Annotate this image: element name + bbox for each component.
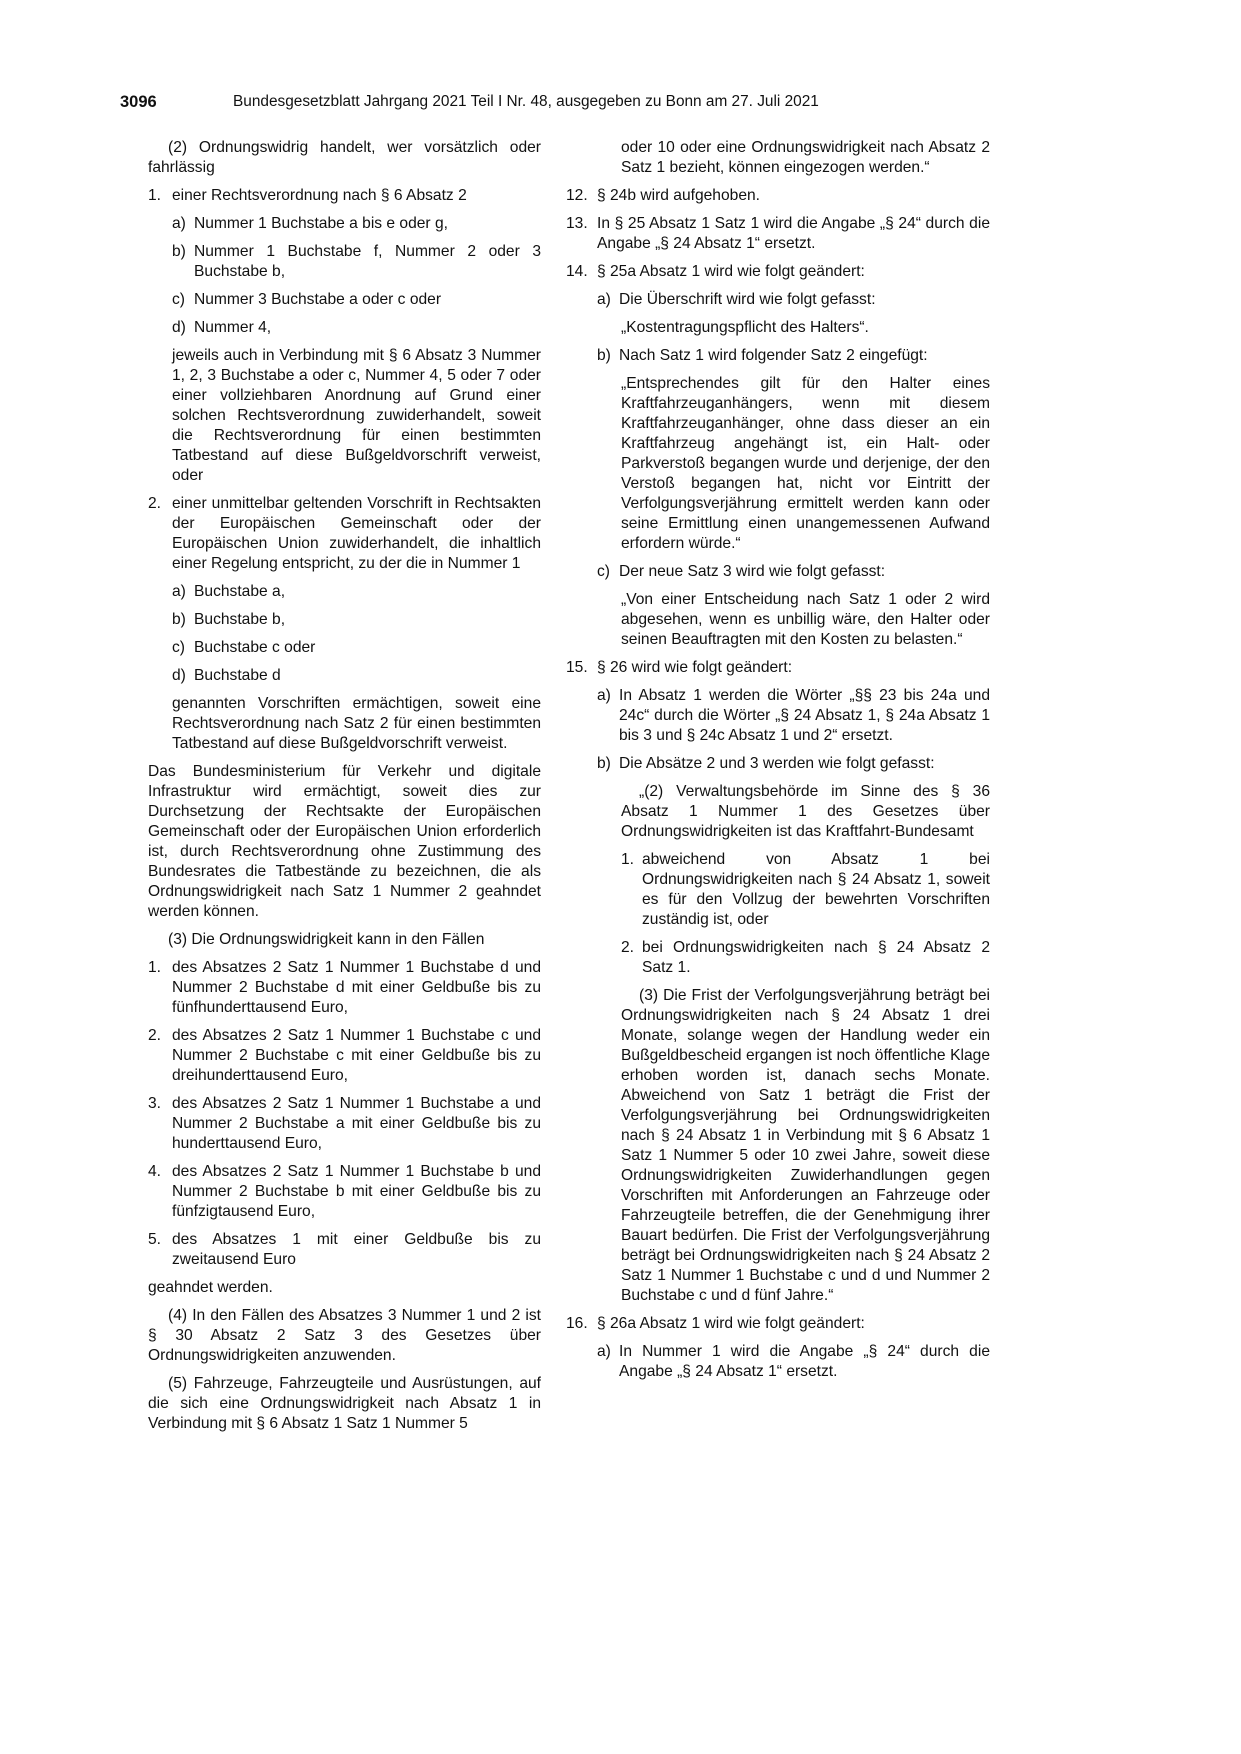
- sub-text: Nummer 1 Buchstabe f, Nummer 2 oder 3 Buchstabe b,: [194, 243, 541, 280]
- item-text: des Absatzes 2 Satz 1 Nummer 1 Buchstabe a und Nummer 2 Buchstabe a mit einer Geldbuße bis zu hunderttausend Euro,: [172, 1095, 541, 1152]
- sub-item: [148, 318, 541, 338]
- sub-text: Nummer 3 Buchstabe a oder c oder: [194, 291, 442, 308]
- sub-item: [597, 686, 990, 746]
- quoted-text: „Von einer Entscheidung nach Satz 1 oder 2 wird abgesehen, wenn es unbillig wäre, den Halter oder seinen Beauftragten mit den Kosten zu belasten.“: [621, 591, 990, 648]
- item-number: 13.: [566, 215, 588, 232]
- item-number: 1.: [148, 187, 162, 204]
- sub-text: bei Ordnungswidrigkeiten nach § 24 Absatz 2 Satz 1.: [642, 939, 990, 976]
- list-item: [148, 494, 541, 574]
- sub-item: [148, 290, 541, 310]
- sub-marker: c): [597, 563, 610, 580]
- sub-text: Nummer 1 Buchstabe a bis e oder g,: [194, 215, 448, 232]
- item-text: des Absatzes 2 Satz 1 Nummer 1 Buchstabe b und Nummer 2 Buchstabe b mit einer Geldbuße bis zu fünfzigtausend Euro,: [172, 1163, 541, 1220]
- list-item: [566, 262, 990, 282]
- item-number: 3.: [148, 1095, 162, 1112]
- sub-marker: c): [172, 639, 185, 656]
- item-number: 5.: [148, 1231, 162, 1248]
- sub-item: [148, 214, 541, 234]
- paragraph-5: (5) Fahrzeuge, Fahrzeugteile und Ausrüstungen, auf die sich eine Ordnungswidrigkeit nach Absatz 1 in Verbindung mit § 6 Absatz 1 Satz 1 Nummer 5: [148, 1375, 541, 1432]
- sub-text: In Absatz 1 werden die Wörter „§§ 23 bis 24a und 24c“ durch die Wörter „§ 24 Absatz 1, § 24a Absatz 1 bis 3 und § 24c Absatz 1 und 2“ ersetzt.: [619, 687, 990, 744]
- paragraph-5-continuation: oder 10 oder eine Ordnungswidrigkeit nach Absatz 2 Satz 1 bezieht, können eingezogen werden.“: [621, 139, 990, 176]
- sub-text: abweichend von Absatz 1 bei Ordnungswidrigkeiten nach § 24 Absatz 1, soweit es für den Vollzug der bewehrten Vorschriften zuständig ist, oder: [642, 851, 990, 928]
- item-text: § 26 wird wie folgt geändert:: [597, 659, 793, 676]
- item-text: § 25a Absatz 1 wird wie folgt geändert:: [597, 263, 865, 280]
- sub-text: Nummer 4,: [194, 319, 272, 336]
- sub-marker: a): [597, 1343, 611, 1360]
- item-number: 15.: [566, 659, 588, 676]
- sub-item: [597, 562, 990, 582]
- list-item: [566, 658, 990, 678]
- item-text: § 26a Absatz 1 wird wie folgt geändert:: [597, 1315, 865, 1332]
- sub-item: [148, 666, 541, 686]
- item-number: 14.: [566, 263, 588, 280]
- item-number: 2.: [148, 1027, 162, 1044]
- ministry-paragraph: Das Bundesministerium für Verkehr und digitale Infrastruktur wird ermächtigt, soweit dies zur Durchsetzung der Rechtsakte der Europäischen Gemeinschaft oder der Europäischen Union erforderlich ist, durch Rechtsverordnung ohne Zustimmung des Bundesrates die Tatbestände zu bezeichnen, die als Ordnungswidrigkeit nach Satz 1 Nummer 2 geahndet werden können.: [148, 763, 541, 920]
- sub-marker: a): [597, 687, 611, 704]
- item-text: des Absatzes 1 mit einer Geldbuße bis zu zweitausend Euro: [172, 1231, 541, 1268]
- sub-text: Buchstabe a,: [194, 583, 286, 600]
- sub-item: [597, 938, 990, 978]
- sub-item: [148, 242, 541, 282]
- sub-item: [148, 638, 541, 658]
- sub-marker: b): [172, 611, 186, 628]
- list-item: [148, 1026, 541, 1086]
- item-text: des Absatzes 2 Satz 1 Nummer 1 Buchstabe c und Nummer 2 Buchstabe c mit einer Geldbuße bis zu dreihunderttausend Euro,: [172, 1027, 541, 1084]
- list-item: [566, 186, 990, 206]
- item-continuation: genannten Vorschriften ermächtigen, soweit eine Rechtsverordnung nach Satz 2 für einen bestimmten Tatbestand auf diese Bußgeldvorschrift verweist.: [172, 695, 541, 752]
- item-number: 2.: [148, 495, 162, 512]
- sub-marker: a): [597, 291, 611, 308]
- sub-text: Buchstabe c oder: [194, 639, 316, 656]
- quoted-text: „Kostentragungspflicht des Halters“.: [621, 319, 869, 336]
- list-item: [148, 1094, 541, 1154]
- sub-text: Nach Satz 1 wird folgender Satz 2 eingefügt:: [619, 347, 928, 364]
- sub-text: Der neue Satz 3 wird wie folgt gefasst:: [619, 563, 886, 580]
- sub-item: [148, 582, 541, 602]
- sub-marker: d): [172, 319, 186, 336]
- quoted-text: „(2) Verwaltungsbehörde im Sinne des § 36 Absatz 1 Nummer 1 des Gesetzes über Ordnungswidrigkeiten ist das Kraftfahrt-Bundesamt: [621, 783, 990, 840]
- list-item: [148, 1230, 541, 1270]
- paragraph-2-intro: (2) Ordnungswidrig handelt, wer vorsätzlich oder fahrlässig: [148, 139, 541, 176]
- item-continuation: jeweils auch in Verbindung mit § 6 Absatz 3 Nummer 1, 2, 3 Buchstabe a oder c, Nummer 4, 5 oder 7 oder einer vollziehbaren Anordnung auf Grund einer solchen Rechtsverordnung zuwiderhandelt, soweit die Rechtsverordnung für einen bestimmten Tatbestand auf diese Bußgeldvorschrift verweist, oder: [172, 347, 541, 484]
- list-item: [566, 1314, 990, 1334]
- sub-item: [148, 610, 541, 630]
- item-text: des Absatzes 2 Satz 1 Nummer 1 Buchstabe d und Nummer 2 Buchstabe d mit einer Geldbuße bis zu fünfhunderttausend Euro,: [172, 959, 541, 1016]
- left-column: [148, 138, 541, 1434]
- sub-marker: b): [597, 347, 611, 364]
- item-text: einer Rechtsverordnung nach § 6 Absatz 2: [172, 187, 467, 204]
- sub-text: Buchstabe b,: [194, 611, 286, 628]
- page-header: [120, 92, 890, 112]
- list-item: [566, 214, 990, 254]
- item-text: In § 25 Absatz 1 Satz 1 wird die Angabe „§ 24“ durch die Angabe „§ 24 Absatz 1“ ersetzt.: [597, 215, 990, 252]
- sub-text: Buchstabe d: [194, 667, 281, 684]
- item-text: § 24b wird aufgehoben.: [597, 187, 760, 204]
- item-number: 16.: [566, 1315, 588, 1332]
- sub-item: [597, 346, 990, 366]
- sub-marker: c): [172, 291, 185, 308]
- item-text: einer unmittelbar geltenden Vorschrift in Rechtsakten der Europäischen Gemeinschaft oder der Europäischen Union zuwiderhandelt, die inhaltlich einer Regelung entspricht, zu der die in Nummer 1: [172, 495, 541, 572]
- sub-item: [597, 754, 990, 774]
- gazette-title: Bundesgesetzblatt Jahrgang 2021 Teil I Nr. 48, ausgegeben zu Bonn am 27. Juli 2021: [233, 93, 819, 110]
- paragraph-4: (4) In den Fällen des Absatzes 3 Nummer 1 und 2 ist § 30 Absatz 2 Satz 3 des Gesetzes über Ordnungswidrigkeiten anzuwenden.: [148, 1307, 541, 1364]
- geahndet-line: geahndet werden.: [148, 1279, 273, 1296]
- item-number: 4.: [148, 1163, 162, 1180]
- paragraph-3-intro: (3) Die Ordnungswidrigkeit kann in den Fällen: [168, 931, 485, 948]
- page-number: 3096: [120, 93, 157, 111]
- list-item: [148, 1162, 541, 1222]
- list-item: [148, 958, 541, 1018]
- right-column: [566, 138, 990, 1382]
- sub-marker: b): [597, 755, 611, 772]
- sub-marker: a): [172, 583, 186, 600]
- sub-marker: d): [172, 667, 186, 684]
- quoted-text: (3) Die Frist der Verfolgungsverjährung beträgt bei Ordnungswidrigkeiten nach § 24 Absatz 1 drei Monate, solange wegen der Handlung weder ein Bußgeldbescheid ergangen ist noch öffentliche Klage erhoben worden ist, danach sechs Monate. Abweichend von Satz 1 beträgt die Frist der Verfolgungsverjährung bei Ordnungswidrigkeiten nach § 24 Absatz 1 in Verbindung mit § 6 Absatz 1 Satz 1 Nummer 5 oder 10 zwei Jahre, soweit diese Ordnungswidrigkeiten Zuwiderhandlungen gegen Vorschriften mit Anforderungen an Fahrzeuge oder Fahrzeugteile betreffen, die der Genehmigung ihrer Bauart bedürfen. Die Frist der Verfolgungsverjährung beträgt bei Ordnungswidrigkeiten nach § 24 Absatz 2 Satz 1 Nummer 1 Buchstabe c und d und Nummer 2 Buchstabe c und d fünf Jahre.“: [621, 987, 990, 1304]
- sub-marker: b): [172, 243, 186, 260]
- sub-text: In Nummer 1 wird die Angabe „§ 24“ durch die Angabe „§ 24 Absatz 1“ ersetzt.: [619, 1343, 990, 1380]
- sub-marker: 1.: [621, 851, 635, 868]
- quoted-text: „Entsprechendes gilt für den Halter eines Kraftfahrzeuganhängers, wenn mit diesem Kraftfahrzeuganhänger, ohne dass dieser an ein Kraftfahrzeug angehängt ist, ein Halt- oder Parkverstoß begangen wurde und derjenige, der den Verstoß begangen hat, nicht vor Eintritt der Verfolgungsverjährung ermittelt werden kann oder seine Ermittlung einen unangemessenen Aufwand erfordern würde.“: [621, 375, 990, 552]
- sub-marker: 2.: [621, 939, 635, 956]
- sub-item: [597, 850, 990, 930]
- item-number: 12.: [566, 187, 588, 204]
- list-item: [148, 186, 541, 206]
- item-number: 1.: [148, 959, 162, 976]
- sub-item: [597, 1342, 990, 1382]
- sub-item: [597, 290, 990, 310]
- sub-marker: a): [172, 215, 186, 232]
- sub-text: Die Überschrift wird wie folgt gefasst:: [619, 291, 876, 308]
- sub-text: Die Absätze 2 und 3 werden wie folgt gefasst:: [619, 755, 935, 772]
